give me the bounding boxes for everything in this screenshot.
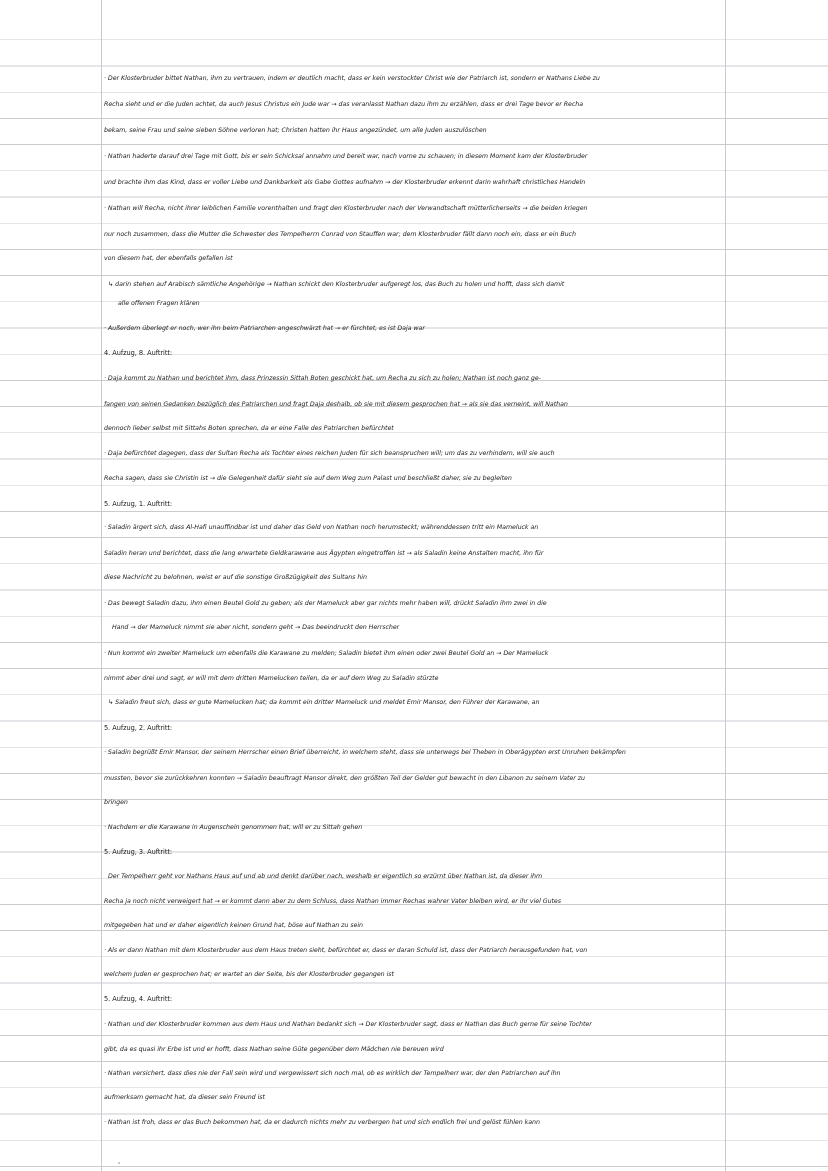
note-line: Der Tempelherr geht vor Nathans Haus auf und ab und denkt darüber nach, weshalb er eigentlich so erzürnt über Nathan ist, da dieser ihm: [108, 873, 543, 880]
note-line: mussten, bevor sie zurückkehren konnten → Saladin beauftragt Mansor direkt, den größten Teil der Gelder gut bewacht in den Libanon zu seinem Vater zu: [104, 775, 585, 782]
note-line: · Nun kommt ein zweiter Mameluck um ebenfalls die Karawane zu melden; Saladin bietet ihm einen oder zwei Beutel Gold an → Der Mameluck: [104, 650, 549, 657]
note-line: alle offenen Fragen klären: [118, 300, 200, 307]
note-line: · Als er dann Nathan mit dem Klosterbruder aus dem Haus treten sieht, befürchtet er, dass er daran Schuld ist, dass der Patriarch herausgefunden hat, von: [104, 947, 588, 954]
note-line: Hand → der Mameluck nimmt sie aber nicht, sondern geht → Das beeindruckt den Herrscher: [112, 624, 400, 631]
note-line: · Nathan versichert, dass dies nie der Fall sein wird und vergewissert sich noch mal, ob es wirklich der Tempelherr war, der den Patriarchen auf ihn: [104, 1070, 561, 1077]
note-line: und brachte ihm das Kind, dass er voller Liebe und Dankbarkeit als Gabe Gottes aufnahm → der Klosterbruder erkennt darin wahrhaft christliches Handeln: [104, 179, 586, 186]
note-line: Recha sieht und er die Juden achtet, da auch Jesus Christus ein Jude war → das veranlasst Nathan dazu ihm zu erzählen, dass er drei Tage bevor er Recha: [104, 101, 584, 108]
note-line: gibt, da es quasi ihr Erbe ist und er hofft, dass Nathan seine Güte gegenüber dem Mädchen nie bereuen wird: [104, 1046, 444, 1053]
left-margin-line: [101, 0, 102, 1171]
note-line: · Saladin begrüßt Emir Mansor, der seinem Herrscher einen Brief überreicht, in welchem steht, dass sie unterwegs bei Theben in Oberägypten erst Unruhen bekämpfen: [104, 749, 626, 756]
note-line: bringen: [104, 799, 128, 806]
note-line: von diesem hat, der ebenfalls gefallen ist: [104, 255, 233, 262]
note-line: · Nathan und der Klosterbruder kommen aus dem Haus und Nathan bedankt sich → Der Klosterbruder sagt, dass er Nathan das Buch gerne für seine Tochter: [104, 1021, 592, 1028]
note-line: aufmerksam gemacht hat, da dieser sein Freund ist: [104, 1094, 265, 1101]
note-line: ↳ darin stehen auf Arabisch sämtliche Angehörige → Nathan schickt den Klosterbruder aufgeregt los, das Buch zu holen und hofft, dass sich damit: [108, 281, 565, 288]
section-heading: 4. Aufzug, 8. Auftritt:: [104, 349, 173, 357]
page-dot: [118, 1162, 120, 1164]
note-line: Recha ja noch nicht verweigert hat → er kommt dann aber zu dem Schluss, dass Nathan immer Rechas wahrer Vater bleiben wird, er ihr viel Gutes: [104, 898, 561, 905]
note-line: · Daja befürchtet dagegen, dass der Sultan Recha als Tochter eines reichen Juden für sich beanspruchen will; um das zu verhindern, will sie auch: [104, 450, 555, 457]
note-line: · Nathan will Recha, nicht ihrer leiblichen Familie vorenthalten und fragt den Klosterbruder nach der Verwandtschaft mütterlicherseits → die beiden kriegen: [104, 205, 588, 212]
note-line: nur noch zusammen, dass die Mutter die Schwester des Tempelherrn Conrad von Stauffen war; dem Klosterbruder fällt dann noch ein, dass er ein Buch: [104, 231, 576, 238]
note-line: dennoch lieber selbst mit Sittahs Boten sprechen, da er eine Falle des Patriarchen befürchtet: [104, 425, 394, 432]
note-line: · Außerdem überlegt er noch, wer ihn beim Patriarchen angeschwärzt hat → er fürchtet, es ist Daja war: [104, 325, 425, 332]
section-heading: 5. Aufzug, 1. Auftritt:: [104, 500, 173, 508]
section-heading: 5. Aufzug, 2. Auftritt:: [104, 724, 173, 732]
note-line: · Daja kommt zu Nathan und berichtet ihm, dass Prinzessin Sittah Boten geschickt hat, um Recha zu sich zu holen; Nathan ist noch ganz ge-: [104, 375, 541, 382]
note-line: · Nachdem er die Karawane in Augenschein genommen hat, will er zu Sittah gehen: [104, 824, 363, 831]
section-heading: 5. Aufzug, 3. Auftritt:: [104, 848, 173, 856]
note-line: welchem Juden er gesprochen hat; er wartet an der Seite, bis der Klosterbruder gegangen ist: [104, 971, 394, 978]
note-line: · Der Klosterbruder bittet Nathan, ihm zu vertrauen, indem er deutlich macht, dass er kein verstockter Christ wie der Patriarch ist, sondern er Nathans Liebe zu: [104, 75, 600, 82]
note-line: · Nathan haderte darauf drei Tage mit Gott, bis er sein Schicksal annahm und bereit war, nach vorne zu schauen; in diesem Moment kam der Klosterbruder: [104, 153, 588, 160]
note-line: Recha sagen, dass sie Christin ist → die Gelegenheit dafür sieht sie auf dem Weg zum Palast und beschließt daher, sie zu begleiten: [104, 475, 512, 482]
note-line: ↳ Saladin freut sich, dass er gute Mamelucken hat; da kommt ein dritter Mameluck und meldet Emir Mansor, den Führer der Karawane, an: [108, 699, 540, 706]
section-heading: 5. Aufzug, 4. Auftritt:: [104, 995, 173, 1003]
note-line: fangen von seinen Gedanken bezüglich des Patriarchen und fragt Daja deshalb, ob sie mit diesem gesprochen hat → als sie das verneint, will Nathan: [104, 401, 568, 408]
note-line: · Nathan ist froh, dass er das Buch bekommen hat, da er dadurch nichts mehr zu verbergen hat und sich endlich frei und gelöst fühlen kann: [104, 1119, 540, 1126]
note-line: diese Nachricht zu belohnen, weist er auf die sonstige Großzügigkeit des Sultans hin: [104, 574, 367, 581]
right-margin-line: [725, 0, 726, 1171]
note-line: nimmt aber drei und sagt, er will mit dem dritten Mamelucken teilen, da er auf dem Weg zu Saladin stürzte: [104, 675, 439, 682]
note-line: mitgegeben hat und er daher eigentlich keinen Grund hat, böse auf Nathan zu sein: [104, 922, 363, 929]
note-line: bekam, seine Frau und seine sieben Söhne verloren hat; Christen hatten ihr Haus angezündet, um alle Juden auszulöschen: [104, 127, 487, 134]
note-line: · Saladin ärgert sich, dass Al-Hafi unauffindbar ist und daher das Geld von Nathan noch herumsteckt; währenddessen tritt ein Mameluck an: [104, 524, 539, 531]
note-line: Saladin heran und berichtet, dass die lang erwartete Geldkarawane aus Ägypten eingetroffen ist → als Saladin keine Anstalten macht, ihn für: [104, 550, 544, 557]
note-line: · Das bewegt Saladin dazu, ihm einen Beutel Gold zu geben; als der Mameluck aber gar nichts mehr haben will, drückt Saladin ihm zwei in die: [104, 600, 547, 607]
